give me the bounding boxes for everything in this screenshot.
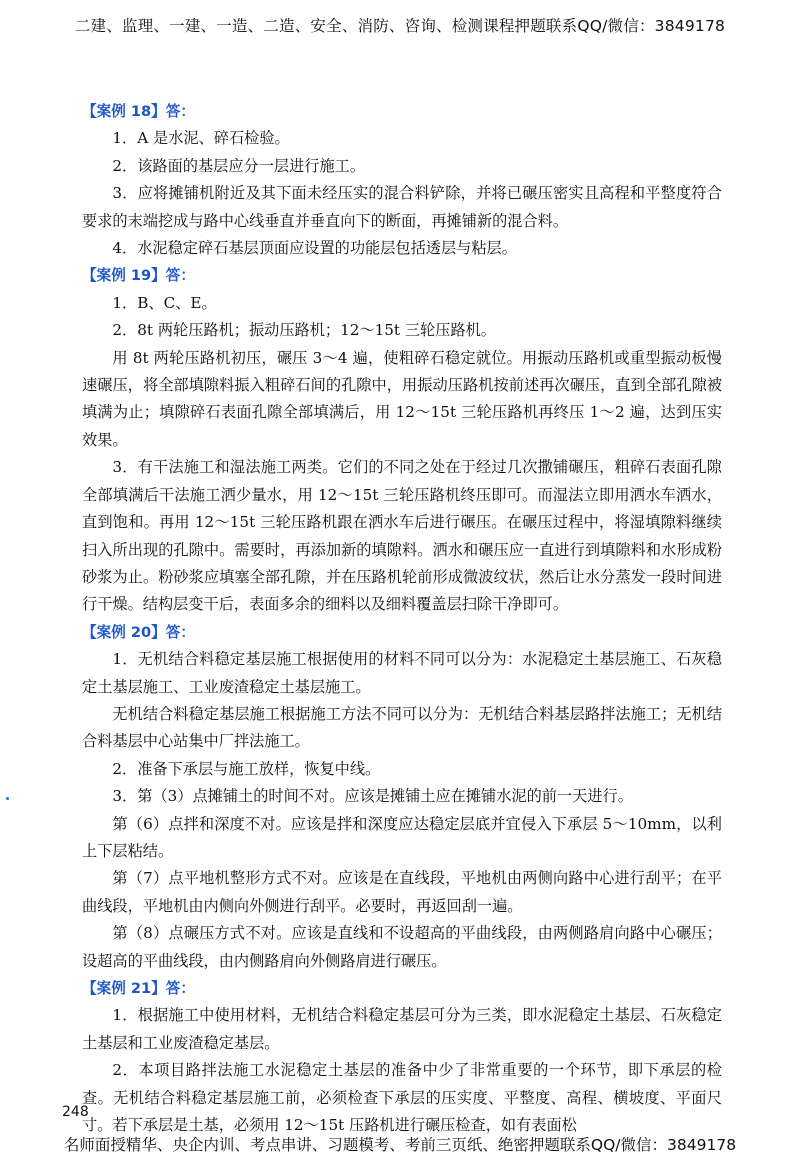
page-number: 248 <box>62 1104 89 1120</box>
paragraph: 1．B、C、E。 <box>112 293 217 312</box>
paragraph: 1．A 是水泥、碎石检验。 <box>112 129 290 148</box>
paragraph: 第（6）点拌和深度不对。应该是拌和深度应达稳定层底并宜侵入下承层 5～10mm，以利上下层粘结。 <box>82 814 722 860</box>
case-19-heading: 【案例 19】答： <box>82 267 195 285</box>
paragraph: 第（7）点平地机整形方式不对。应该是在直线段，平地机由两侧向路中心进行刮平；在平曲线段，平地机由内侧向外侧进行刮平。必要时，再返回刮一遍。 <box>82 869 722 915</box>
answer-body <box>82 98 722 1139</box>
case-20-heading: 【案例 20】答： <box>82 623 195 641</box>
paragraph: 用 8t 两轮压路机初压，碾压 3～4 遍，使粗碎石稳定就位。用振动压路机或重型振动板慢速碾压，将全部填隙料振入粗碎石间的孔隙中，用振动压路机按前述再次碾压，直到全部孔隙被填满为止；填隙碎石表面孔隙全部填满后，用 12～15t 三轮压路机再终压 1～2 遍，达到压实效果。 <box>82 348 722 449</box>
paragraph: 3．应将摊铺机附近及其下面未经压实的混合料铲除，并将已碾压密实且高程和平整度符合要求的末端挖成与路中心线垂直并垂直向下的断面，再摊铺新的混合料。 <box>82 184 722 230</box>
paragraph: 4．水泥稳定碎石基层顶面应设置的功能层包括透层与粘层。 <box>112 239 517 258</box>
paragraph: 1．无机结合料稳定基层施工根据使用的材料不同可以分为：水泥稳定土基层施工、石灰稳定土基层施工、工业废渣稳定土基层施工。 <box>82 650 722 696</box>
paragraph: 2．本项目路拌法施工水泥稳定土基层的准备中少了非常重要的一个环节，即下承层的检查。无机结合料稳定基层施工前，必须检查下承层的压实度、平整度、高程、横坡度、平面尺寸。若下承层是土基，必须用 12～15t 压路机进行碾压检查，如有表面松 <box>82 1061 722 1135</box>
paragraph: 第（8）点碾压方式不对。应该是直线和不设超高的平曲线段，由两侧路肩向路中心碾压；设超高的平曲线段，由内侧路肩向外侧路肩进行碾压。 <box>82 924 722 970</box>
paragraph: 3．有干法施工和湿法施工两类。它们的不同之处在于经过几次撒铺碾压，粗碎石表面孔隙全部填满后干法施工洒少量水，用 12～15t 三轮压路机终压即可。而湿法立即用洒水车洒水，直到饱和。再用 12～15t 三轮压路机跟在洒水车后进行碾压。在碾压过程中，将湿填隙料继续扫入所出现的孔隙中。需要时，再添加新的填隙料。洒水和碾压应一直进行到填隙料和水形成粉砂浆为止。粉砂浆应填塞全部孔隙，并在压路机轮前形成微波纹状，然后让水分蒸发一段时间进行干燥。结构层变干后，表面多余的细料以及细料覆盖层扫除干净即可。 <box>82 458 722 614</box>
case-21-heading: 【案例 21】答： <box>82 980 195 997</box>
paragraph: 无机结合料稳定基层施工根据施工方法不同可以分为：无机结合料基层路拌法施工；无机结合料基层中心站集中厂拌法施工。 <box>82 704 722 751</box>
stray-dot-mark <box>6 797 9 800</box>
paragraph: 2．该路面的基层应分一层进行施工。 <box>112 156 366 175</box>
paragraph: 2．8t 两轮压路机；振动压路机；12～15t 三轮压路机。 <box>112 321 496 340</box>
paragraph: 3．第（3）点摊铺土的时间不对。应该是摊铺土应在摊铺水泥的前一天进行。 <box>112 787 633 806</box>
paragraph: 1．根据施工中使用材料，无机结合料稳定基层可分为三类，即水泥稳定土基层、石灰稳定土基层和工业废渣稳定基层。 <box>82 1006 722 1052</box>
header-banner: 二建、监理、一建、一造、二造、安全、消防、咨询、检测课程押题联系QQ/微信：3849178 <box>74 17 726 35</box>
paragraph: 2．准备下承层与施工放样，恢复中线。 <box>112 759 381 778</box>
footer-banner: 名师面授精华、央企内训、考点串讲、习题模考、考前三页纸、绝密押题联系QQ/微信：3849178 <box>63 1136 737 1154</box>
case-18-heading: 【案例 18】答： <box>82 103 195 120</box>
